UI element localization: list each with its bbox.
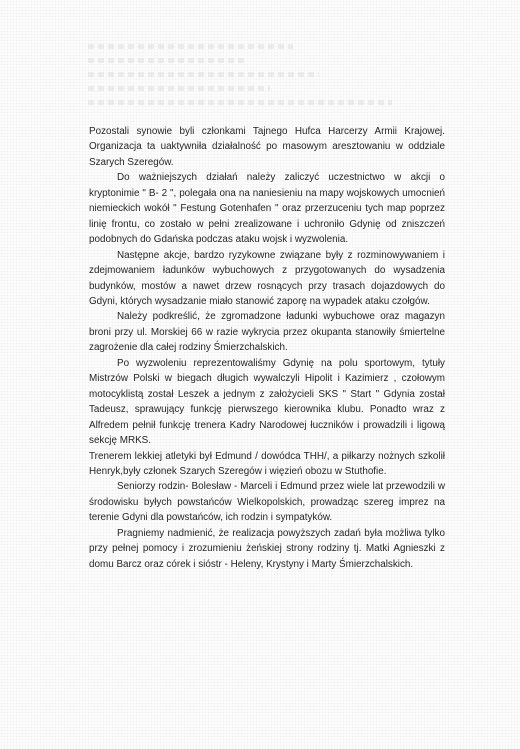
paragraph-4: Należy podkreślić, że zgromadzone ładunki wybuchowe oraz magazyn broni przy ul. Morskiej 66 w razie wykrycia przez okupanta stanowiły śmiertelne zagrożenie dla całej rodziny Śmierzchalskich. (89, 311, 445, 354)
paragraph-8: Pragniemy nadmienić, że realizacja powyższych zadań była możliwa tylko przy pełnej pomocy i zrozumieniu żeńskiej strony rodziny tj. Matki Agnieszki z domu Barcz oraz córek i sióstr - Heleny, Krystyny i Marty Śmierzchalskich. (89, 527, 445, 570)
paragraph-6: Trenerem lekkiej atletyki był Edmund / dowódca THH/, a piłkarzy nożnych szkolił Henryk,były członek Szarych Szeregów i więzień obozu w Stuthofie. (89, 450, 445, 477)
paragraph-7: Seniorzy rodzin- Bolesław - Marceli i Edmund przez wiele lat przewodzili w środowisku byłych powstańców Wielkopolskich, prowadząc szereg imprez na terenie Gdyni dla powstańców, ich rodzin i sympatyków. (89, 481, 445, 524)
paragraph-5: Po wyzwoleniu reprezentowaliśmy Gdynię na polu sportowym, tytuły Mistrzów Polski w biegach długich wywalczyli Hipolit i Kazimierz , czołowym motocyklistą został Leszek a jednym z założycieli SKS " Start " Gdynia został Tadeusz, sprawujący funkcję pierwszego kierownika klubu. Ponadto wraz z Alfredem pełnił funkcję trenera Kadry Narodowej łuczników i prowadzili i ligową sekcję MRKS. (89, 357, 445, 447)
paragraph-2: Do ważniejszych działań należy zaliczyć uczestnictwo w akcji o kryptonimie " B- 2 ", polegała ona na naniesieniu na mapy wojskowych umocnień niemieckich wokół " Festung Gotenhafen " oraz przerzuceniu tych map poprzez linię frontu, co zostało w pełni zrealizowane i uchroniło Gdynię od zniszczeń podobnych do Gdańska podczas ataku wojsk i wyzwolenia. (89, 172, 445, 246)
paragraph-3: Następne akcje, bardzo ryzykowne związane były z rozminowywaniem i zdejmowaniem ładunków wybuchowych z przygotowanych do wysadzenia budynków, mostów a nawet drzew rosnących przy trasach dojazdowych do Gdyni, których wysadzanie miało stanowić zaporę na wypadek ataku czołgów. (89, 249, 445, 307)
faded-bleed-through-text (88, 44, 418, 114)
paragraph-1: Pozostali synowie byli członkami Tajnego Hufca Harcerzy Armii Krajowej. Organizacja ta uaktywniła działalność po masowym aresztowaniu w oddziale Szarych Szeregów. (89, 126, 445, 168)
document-body (89, 124, 445, 572)
